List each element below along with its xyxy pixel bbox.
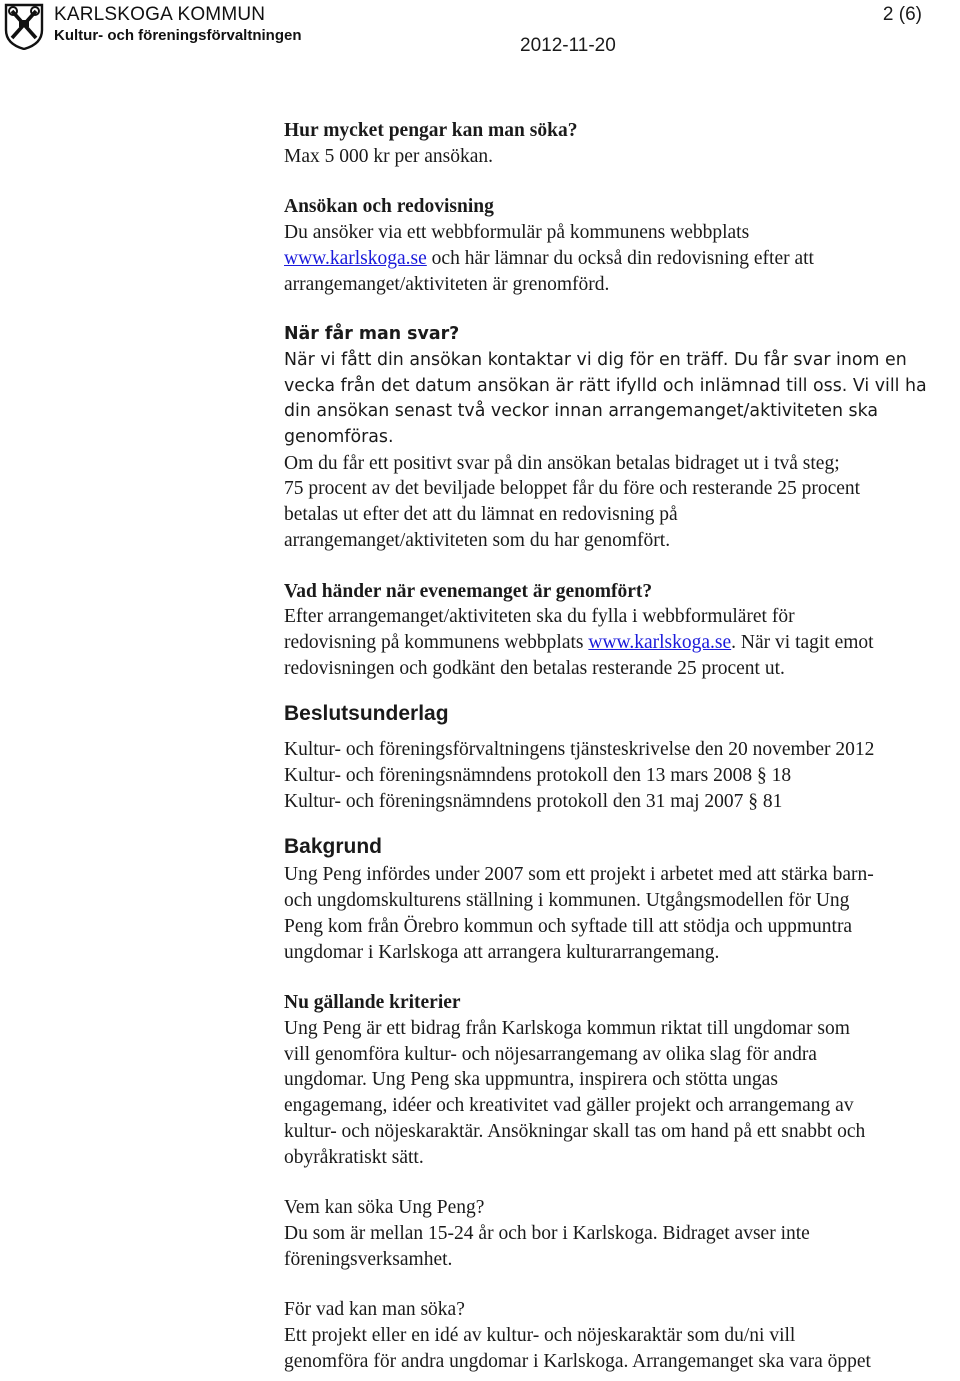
what-answer: Ett projekt eller en idé av kultur- och nöjeskaraktär som du/ni vill <box>284 1325 796 1347</box>
answer-time-line: genomföras. <box>284 427 394 448</box>
criteria-line: kultur- och nöjeskaraktär. Ansökningar skall tas om hand på ett snabbt och <box>284 1120 866 1142</box>
decision-basis-heading: Beslutsunderlag <box>284 702 449 726</box>
page-number: 2 (6) <box>882 4 922 25</box>
criteria-line: engagemang, idéer och kreativitet vad gäller projekt och arrangemang av <box>284 1095 854 1117</box>
background-line: ungdomar i Karlskoga att arrangera kulturarrangemang. <box>284 941 720 963</box>
decision-basis-item: Kultur- och föreningsförvaltningens tjänsteskrivelse den 20 november 2012 <box>284 739 875 761</box>
payment-line: 75 procent av det beviljade beloppet får du före och resterande 25 procent <box>284 478 861 500</box>
decision-basis-item: Kultur- och föreningsnämndens protokoll den 13 mars 2008 § 18 <box>284 765 792 787</box>
background-heading: Bakgrund <box>284 835 383 859</box>
apply-heading: Ansökan och redovisning <box>284 196 494 218</box>
website-link[interactable]: www.karlskoga.se <box>588 631 732 653</box>
answer-time-line: din ansökan senast två veckor innan arrangemanget/aktiviteten ska <box>284 401 878 422</box>
payment-line: arrangemanget/aktiviteten som du har genomfört. <box>284 529 671 551</box>
criteria-heading: Nu gällande kriterier <box>284 992 461 1014</box>
background-line: och ungdomskulturens ställning i kommunen. Utgångsmodellen för Ung <box>284 890 850 912</box>
background-line: Peng kom från Örebro kommun och syftade till att stödja och uppmuntra <box>284 915 853 937</box>
who-answer: föreningsverksamhet. <box>284 1248 453 1270</box>
who-answer: Du som är mellan 15-24 år och bor i Karlskoga. Bidraget avser inte <box>284 1222 810 1244</box>
criteria-line: vill genomföra kultur- och nöjesarrangemang av olika slag för andra <box>284 1043 817 1065</box>
background-line: Ung Peng infördes under 2007 som ett projekt i arbetet med att stärka barn- <box>284 864 874 886</box>
decision-basis-item: Kultur- och föreningsnämndens protokoll den 31 maj 2007 § 81 <box>284 790 783 812</box>
payment-line: Om du får ett positivt svar på din ansökan betalas bidraget ut i två steg; <box>284 452 840 474</box>
what-question: För vad kan man söka? <box>284 1299 465 1321</box>
amount-question: Hur mycket pengar kan man söka? <box>284 120 578 141</box>
apply-text-line: www.karlskoga.se och här lämnar du också din redovisning efter att <box>284 247 814 269</box>
apply-text-line: Du ansöker via ett webbformulär på kommunens webbplats <box>284 222 750 244</box>
answer-time-line: När vi fått din ansökan kontaktar vi dig för en träff. Du får svar inom en <box>284 349 907 370</box>
apply-text-line: arrangemanget/aktiviteten är grenomförd. <box>284 273 610 295</box>
document-date: 2012-11-20 <box>520 35 616 56</box>
what-answer: genomföra för andra ungdomar i Karlskoga. Arrangemanget ska vara öppet <box>284 1350 871 1372</box>
after-event-line: redovisningen och godkänt den betalas resterande 25 procent ut. <box>284 657 785 679</box>
criteria-line: Ung Peng är ett bidrag från Karlskoga kommun riktat till ungdomar som <box>284 1017 850 1039</box>
answer-time-heading: När får man svar? <box>284 324 460 345</box>
department-name: Kultur- och föreningsförvaltningen <box>54 27 302 44</box>
amount-answer: Max 5 000 kr per ansökan. <box>284 145 494 167</box>
payment-line: betalas ut efter det att du lämnat en redovisning på <box>284 504 678 526</box>
criteria-line: ungdomar. Ung Peng ska uppmuntra, inspirera och stötta ungas <box>284 1069 778 1091</box>
organization-name <box>54 4 302 46</box>
criteria-line: obyråkratiskt sätt. <box>284 1146 424 1168</box>
after-event-line: Efter arrangemanget/aktiviteten ska du fylla i webbformuläret för <box>284 606 795 628</box>
answer-time-section <box>284 322 960 451</box>
municipality-name: KARLSKOGA KOMMUN <box>54 4 266 25</box>
website-link[interactable]: www.karlskoga.se <box>284 247 427 269</box>
who-question: Vem kan söka Ung Peng? <box>284 1197 485 1219</box>
after-event-heading: Vad händer när evenemanget är genomfört? <box>284 580 653 602</box>
document-body <box>284 118 960 1374</box>
answer-time-line: vecka från det datum ansökan är rätt ifylld och inlämnad till oss. Vi vill ha <box>284 375 927 396</box>
after-event-line: redovisning på kommunens webbplats www.karlskoga.se. När vi tagit emot <box>284 631 874 653</box>
municipal-crest-icon <box>2 2 46 50</box>
